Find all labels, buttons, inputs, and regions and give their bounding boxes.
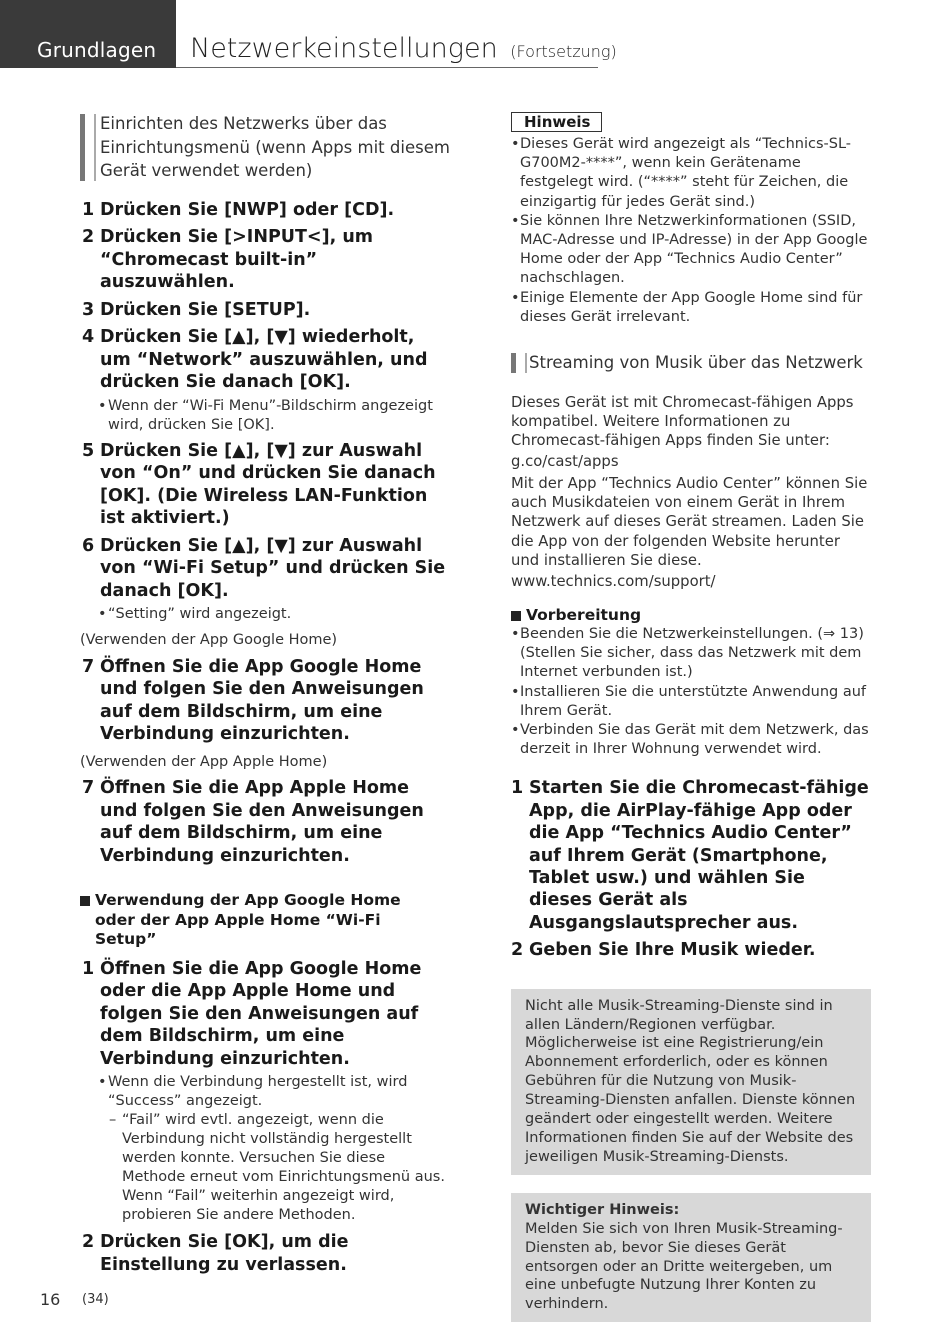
bullet-note: • Wenn die Verbindung hergestellt ist, wird “Success” angezeigt.: [98, 1074, 408, 1109]
section-bar: [80, 114, 96, 181]
wifi-setup-heading: Verwendung der App Google Home oder der App Apple Home “Wi-Fi Setup”: [80, 891, 450, 950]
title-divider: [176, 67, 598, 68]
important-note-box: [511, 1193, 871, 1322]
page-number-alt: (34): [82, 1292, 109, 1307]
step: 1 Öffnen Sie die App Google Home oder die App Apple Home und folgen Sie den Anweisungen auf dem Bildschirm, um eine Verbindung einzurichten.: [82, 958, 422, 1069]
note-item: • Sie können Ihre Netzwerkinformationen (SSID, MAC-Adresse und IP-Adresse) in der App Google Home oder der App “Technics Audio Center” nachschlagen.: [511, 212, 868, 287]
prep-item: • Beenden Sie die Netzwerkeinstellungen. (⇒ 13) (Stellen Sie sicher, dass das Netzwerk mit dem Internet verbunden ist.): [511, 626, 864, 681]
streaming-intro-2: Mit der App “Technics Audio Center” können Sie auch Musikdateien von einem Gerät in Ihrem Netzwerk auf dieses Gerät streamen. Laden Sie die App von der folgenden Website herunter und installieren Sie diese.: [511, 474, 868, 569]
step: 7 Öffnen Sie die App Google Home und folgen Sie den Anweisungen auf dem Bildschirm, um eine Verbindung einzurichten.: [82, 656, 424, 744]
bullet-note: • “Setting” wird angezeigt.: [98, 606, 292, 622]
section-heading-streaming: Streaming von Musik über das Netzwerk: [511, 351, 871, 375]
section-tab: [0, 0, 176, 68]
streaming-intro: Dieses Gerät ist mit Chromecast-fähigen Apps kompatibel. Weitere Informationen zu Chromecast-fähigen Apps finden Sie unter:: [511, 393, 854, 450]
prep-list: [511, 625, 871, 759]
step: 1 Starten Sie die Chromecast-fähige App, die AirPlay-fähige App oder die App “Technics Audio Center” auf Ihrem Gerät (Smartphone, Tablet usw.) und wählen Sie dieses Gerät als Ausgangslautsprecher aus.: [511, 778, 869, 933]
google-home-label: (Verwenden der App Google Home): [80, 632, 338, 648]
step: 2 Drücken Sie [>INPUT<], um “Chromecast built-in” auszuwählen.: [82, 227, 374, 292]
prep-item: • Verbinden Sie das Gerät mit dem Netzwerk, das derzeit in Ihrer Wohnung verwendet wird.: [511, 722, 869, 758]
left-column: [80, 112, 450, 1276]
chromecast-link: g.co/cast/apps: [511, 453, 619, 471]
prep-heading: Vorbereitung: [511, 606, 871, 626]
prep-item: • Installieren Sie die unterstützte Anwendung auf Ihrem Gerät.: [511, 683, 867, 719]
page-number: 16: [40, 1290, 61, 1309]
info-box: Nicht alle Musik-Streaming-Dienste sind in allen Ländern/Regionen verfügbar. Möglicherweise ist eine Registrierung/ein Abonnement erforderlich, oder es können Gebühren für die Nutzung von Musik-Streaming-Diensten anfallen. Dienste können geändert oder eingestellt werden. Weitere Informationen finden Sie auf der Website des jeweiligen Musik-Streaming-Diensts.: [511, 989, 871, 1175]
note-item: • Dieses Gerät wird angezeigt als “Technics-SL-G700M2-****”, wenn kein Gerätename festgelegt wird. (“****” steht für Zeichen, die einzigartig für jedes Gerät sind.): [511, 136, 852, 210]
sub-note: – “Fail” wird evtl. angezeigt, wenn die Verbindung nicht vollständig hergestellt werden konnte. Versuchen Sie diese Methode erneut vom Einrichtungsmenü aus. Wenn “Fail” weiterhin angezeigt wird, probieren Sie andere Methoden.: [109, 1112, 445, 1223]
page-title-suffix: (Fortsetzung): [510, 42, 617, 61]
section-heading-setup: Einrichten des Netzwerks über das Einrichtungsmenü (wenn Apps mit diesem Gerät verwendet werden): [80, 112, 450, 183]
note-item: • Einige Elemente der App Google Home sind für dieses Gerät irrelevant.: [511, 289, 863, 325]
section-bar: [511, 353, 527, 373]
step: 2 Geben Sie Ihre Musik wieder.: [511, 940, 816, 961]
setup-steps: [80, 199, 450, 625]
support-link: www.technics.com/support/: [511, 573, 716, 591]
apple-home-label: (Verwenden der App Apple Home): [80, 753, 328, 770]
note-label: Hinweis: [511, 112, 602, 132]
important-note-title: Wichtiger Hinweis:: [525, 1201, 680, 1218]
square-bullet-icon: [80, 896, 90, 906]
square-bullet-icon: [511, 611, 521, 621]
streaming-steps: [511, 777, 871, 961]
step: 2 Drücken Sie [OK], um die Einstellung zu verlassen.: [82, 1232, 349, 1275]
note-list: [511, 135, 871, 327]
step: 4 Drücken Sie [▲], [▼] wiederholt, um “Network” auszuwählen, und drücken Sie danach [OK].: [82, 327, 428, 392]
bullet-note: • Wenn der “Wi-Fi Menu”-Bildschirm angezeigt wird, drücken Sie [OK].: [98, 397, 433, 433]
step: 1 Drücken Sie [NWP] oder [CD].: [82, 199, 395, 220]
step: 5 Drücken Sie [▲], [▼] zur Auswahl von “On” und drücken Sie danach [OK]. (Die Wireless LAN-Funktion ist aktiviert.): [82, 440, 436, 528]
section-tab-label: Grundlagen: [37, 38, 157, 62]
right-column: [511, 112, 871, 1322]
step: 7 Öffnen Sie die App Apple Home und folgen Sie den Anweisungen auf dem Bildschirm, um eine Verbindung einzurichten.: [82, 778, 424, 866]
page-title: Netzwerkeinstellungen (Fortsetzung): [190, 33, 617, 64]
important-note-text: Melden Sie sich von Ihren Musik-Streaming-Diensten ab, bevor Sie dieses Gerät entsorgen oder an Dritte weitergeben, um eine unbefugte Nutzung Ihrer Konten zu verhindern.: [525, 1220, 843, 1313]
step: 3 Drücken Sie [SETUP].: [82, 299, 311, 320]
step: 6 Drücken Sie [▲], [▼] zur Auswahl von “Wi-Fi Setup” und drücken Sie danach [OK].: [82, 535, 446, 601]
